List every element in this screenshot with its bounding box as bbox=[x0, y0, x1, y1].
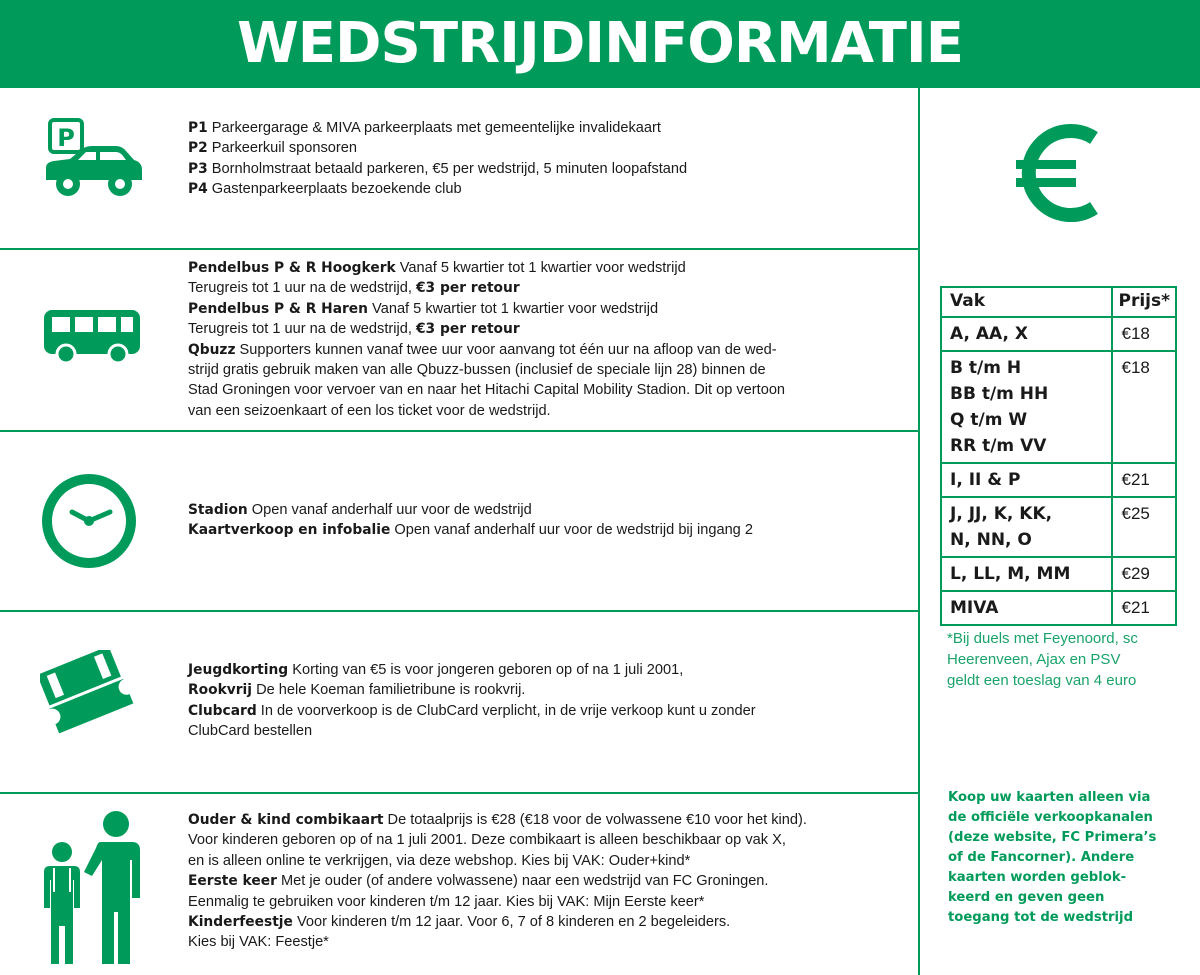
bus-icon bbox=[40, 308, 144, 364]
footnote-line: *Bij duels met Feyenoord, sc bbox=[947, 630, 1138, 647]
opening-hours-text bbox=[188, 500, 908, 541]
footnote-line: geldt een toeslag van 4 euro bbox=[947, 672, 1137, 689]
vak-label: Q t/m W bbox=[950, 410, 1028, 430]
info-term: Rookvrij bbox=[188, 682, 253, 699]
vak-cell bbox=[941, 557, 1112, 591]
section-divider bbox=[0, 430, 918, 432]
sales-channel-notice bbox=[948, 788, 1188, 928]
section-divider bbox=[0, 792, 918, 794]
vak-cell bbox=[941, 317, 1112, 351]
info-term: Ouder & kind combikaart bbox=[188, 812, 384, 828]
price-row bbox=[941, 463, 1176, 497]
info-text: Voor kinderen geboren op of na 1 juli 2001. Deze combikaart is alleen beschikbaar op vak X, bbox=[188, 832, 786, 849]
info-term: P1 bbox=[188, 120, 208, 136]
info-line bbox=[188, 380, 908, 400]
info-text: Open vanaf anderhalf uur voor de wedstrijd bij ingang 2 bbox=[390, 522, 753, 539]
info-line bbox=[188, 932, 908, 952]
prijs-cell: €18 bbox=[1112, 317, 1176, 351]
price-row bbox=[941, 591, 1176, 625]
price-row bbox=[941, 351, 1176, 463]
info-text: en is alleen online te verkrijgen, via deze webshop. Kies bij VAK: Ouder+kind* bbox=[188, 852, 691, 869]
section-divider bbox=[0, 248, 918, 250]
prijs-cell: €25 bbox=[1112, 497, 1176, 557]
info-line bbox=[188, 701, 908, 721]
info-text: Vanaf 5 kwartier tot 1 kwartier voor wedstrijd bbox=[395, 260, 686, 276]
notice-line: Koop uw kaarten alleen via bbox=[948, 790, 1151, 805]
vak-label: A, AA, X bbox=[950, 324, 1028, 344]
info-text: Met je ouder (of andere volwassene) naar een wedstrijd van FC Groningen. bbox=[276, 873, 769, 890]
vak-cell bbox=[941, 351, 1112, 463]
prijs-cell: €21 bbox=[1112, 463, 1176, 497]
footnote-line: Heerenveen, Ajax en PSV bbox=[947, 651, 1121, 668]
clock-icon bbox=[40, 472, 138, 570]
vak-label: N, NN, O bbox=[950, 530, 1032, 550]
info-text: ClubCard bestellen bbox=[188, 723, 313, 740]
info-text: Stad Groningen voor vervoer van en naar het Hitachi Capital Mobility Stadion. Dit op vertoon bbox=[188, 382, 786, 399]
info-line bbox=[188, 360, 908, 380]
discount-info-text bbox=[188, 660, 908, 742]
vak-label: I, II & P bbox=[950, 470, 1021, 490]
prijs-cell: €21 bbox=[1112, 591, 1176, 625]
info-text: Eenmalig te gebruiken voor kinderen t/m 12 jaar. Kies bij VAK: Mijn Eerste keer* bbox=[188, 893, 705, 910]
info-term: Pendelbus P & R Hoogkerk bbox=[188, 260, 396, 276]
info-text: Kies bij VAK: Feestje* bbox=[188, 934, 329, 951]
info-line bbox=[188, 278, 908, 298]
info-line bbox=[188, 721, 908, 741]
info-line bbox=[188, 340, 908, 360]
page-title: WEDSTRIJDINFORMATIE bbox=[236, 11, 963, 76]
price-table bbox=[940, 286, 1177, 626]
column-divider bbox=[918, 88, 920, 975]
price-row bbox=[941, 497, 1176, 557]
info-text: Parkeerkuil sponsoren bbox=[207, 140, 357, 157]
info-line bbox=[188, 871, 908, 891]
info-text: Parkeergarage & MIVA parkeerplaats met gemeentelijke invalidekaart bbox=[207, 120, 661, 136]
info-line bbox=[188, 892, 908, 912]
info-term: P4 bbox=[188, 181, 208, 198]
info-line bbox=[188, 299, 908, 319]
info-term: Kaartverkoop en infobalie bbox=[188, 522, 391, 539]
info-text: De totaalprijs is €28 (€18 voor de volwassene €10 voor het kind). bbox=[383, 812, 807, 828]
info-text: Terugreis tot 1 uur na de wedstrijd, bbox=[188, 280, 416, 297]
price-row bbox=[941, 557, 1176, 591]
prijs-cell: €18 bbox=[1112, 351, 1176, 463]
transport-info-text bbox=[188, 258, 908, 421]
info-term: P2 bbox=[188, 140, 208, 157]
info-term: P3 bbox=[188, 160, 208, 177]
family-tickets-text bbox=[188, 810, 908, 953]
info-line bbox=[188, 810, 908, 830]
info-text: van een seizoenkaart of een los ticket voor de wedstrijd. bbox=[188, 402, 551, 419]
info-term: Qbuzz bbox=[188, 341, 236, 358]
parent-child-icon bbox=[40, 808, 148, 968]
info-line bbox=[188, 660, 908, 680]
info-term: €3 per retour bbox=[415, 280, 520, 297]
info-line bbox=[188, 520, 908, 540]
vak-cell bbox=[941, 463, 1112, 497]
prijs-cell: €29 bbox=[1112, 557, 1176, 591]
notice-line: de officiële verkoopkanalen bbox=[948, 810, 1153, 825]
vak-label: L, LL, M, MM bbox=[950, 564, 1071, 584]
info-text: Bornholmstraat betaald parkeren, €5 per wedstrijd, 5 minuten loopafstand bbox=[207, 160, 688, 177]
info-term: Jeugdkorting bbox=[188, 662, 289, 678]
euro-icon bbox=[1010, 118, 1120, 228]
prijs-header: Prijs* bbox=[1112, 287, 1176, 317]
vak-label: B t/m H bbox=[950, 358, 1022, 378]
notice-line: keerd en geven geen bbox=[948, 890, 1105, 905]
vak-label: MIVA bbox=[950, 598, 999, 618]
info-term: Stadion bbox=[188, 502, 248, 518]
info-text: In de voorverkoop is de ClubCard verplicht, in de vrije verkoop kunt u zonder bbox=[256, 702, 756, 719]
ticket-icon bbox=[40, 650, 136, 746]
info-text: Voor kinderen t/m 12 jaar. Voor 6, 7 of 8 kinderen en 2 begeleiders. bbox=[292, 914, 731, 931]
vak-label: BB t/m HH bbox=[950, 384, 1049, 404]
info-text: strijd gratis gebruik maken van alle Qbuzz-bussen (inclusief de speciale lijn 28) binnen de bbox=[188, 362, 766, 379]
info-term: Pendelbus P & R Haren bbox=[188, 300, 368, 317]
info-text: Supporters kunnen vanaf twee uur voor aanvang tot één uur na afloop van de wed- bbox=[235, 341, 777, 358]
vak-cell bbox=[941, 591, 1112, 625]
info-line bbox=[188, 680, 908, 700]
info-line bbox=[188, 159, 908, 179]
vak-label: RR t/m VV bbox=[950, 436, 1047, 456]
info-line bbox=[188, 401, 908, 421]
parking-info-text bbox=[188, 118, 908, 200]
section-divider bbox=[0, 610, 918, 612]
info-text: Open vanaf anderhalf uur voor de wedstrijd bbox=[247, 502, 532, 518]
price-table-header bbox=[941, 287, 1176, 317]
info-line bbox=[188, 830, 908, 850]
surcharge-footnote bbox=[947, 628, 1187, 691]
info-text: Vanaf 5 kwartier tot 1 kwartier voor wedstrijd bbox=[368, 300, 659, 317]
info-term: Kinderfeestje bbox=[188, 914, 293, 931]
vak-header: Vak bbox=[941, 287, 1112, 317]
notice-line: of de Fancorner). Andere bbox=[948, 850, 1135, 865]
info-line bbox=[188, 851, 908, 871]
info-term: Clubcard bbox=[188, 702, 257, 719]
parking-car-icon bbox=[40, 118, 144, 200]
info-term: €3 per retour bbox=[415, 321, 520, 338]
notice-line: (deze website, FC Primera’s bbox=[948, 830, 1157, 845]
info-line bbox=[188, 258, 908, 278]
vak-cell bbox=[941, 497, 1112, 557]
info-text: Terugreis tot 1 uur na de wedstrijd, bbox=[188, 321, 416, 338]
header-banner bbox=[0, 0, 1200, 88]
price-row bbox=[941, 317, 1176, 351]
vak-label: J, JJ, K, KK, bbox=[950, 504, 1053, 524]
info-text: De hele Koeman familietribune is rookvrij. bbox=[252, 682, 526, 699]
info-line bbox=[188, 319, 908, 339]
notice-line: kaarten worden geblok- bbox=[948, 870, 1127, 885]
svg-text:P: P bbox=[57, 124, 75, 152]
info-line bbox=[188, 118, 908, 138]
info-line bbox=[188, 500, 908, 520]
notice-line: toegang tot de wedstrijd bbox=[948, 910, 1134, 925]
info-text: Gastenparkeerplaats bezoekende club bbox=[207, 181, 462, 198]
info-line bbox=[188, 138, 908, 158]
info-line bbox=[188, 912, 908, 932]
info-term: Eerste keer bbox=[188, 873, 277, 890]
info-text: Korting van €5 is voor jongeren geboren op of na 1 juli 2001, bbox=[288, 662, 684, 678]
info-line bbox=[188, 179, 908, 199]
